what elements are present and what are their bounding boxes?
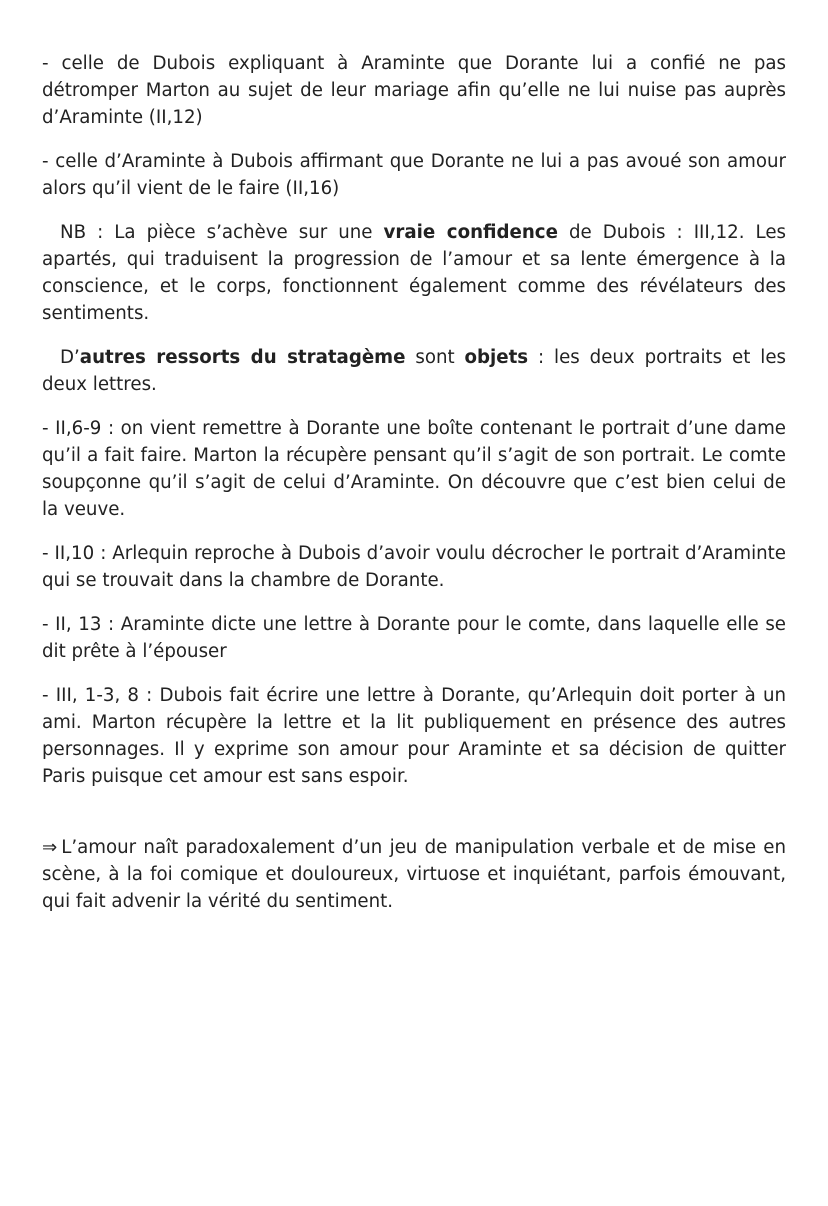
objects-text-middle: sont [405,347,465,368]
conclusion-text: L’amour naît paradoxalement d’un jeu de manipulation verbale et de mise en scène, à la foi comique et douloureux, virtuose et inquiétant, parfois émouvant, qui fait advenir la vérité du sentiment. [42,837,786,912]
paragraph-araminte-confidence: - celle d’Araminte à Dubois affirmant que Dorante ne lui a pas avoué son amour alors qu’il vient de le faire (II,16) [42,151,786,199]
document-page [42,50,786,932]
paragraph-dubois-confidence: - celle de Dubois expliquant à Araminte que Dorante lui a confié ne pas détromper Marton au sujet de leur mariage afin qu’elle ne lui nuise pas auprès d’Araminte (II,12) [42,53,786,128]
paragraph-arlequin-portrait: - II,10 : Arlequin reproche à Dubois d’avoir voulu décrocher le portrait d’Araminte qui se trouvait dans la chambre de Dorante. [42,543,786,591]
nb-text-start: NB : La pièce s’achève sur une [60,222,384,243]
objects-text-start: D’ [60,347,80,368]
paragraph-dubois-letter: - III, 1-3, 8 : Dubois fait écrire une lettre à Dorante, qu’Arlequin doit porter à un ami. Marton récupère la lettre et la lit publiquement en présence des autres personnages. Il y exprime son amour pour Araminte et sa décision de quitter Paris puisque cet amour est sans espoir. [42,685,786,787]
objects-bold-ressorts: autres ressorts du stratagème [79,347,406,368]
paragraph-araminte-letter: - II, 13 : Araminte dicte une lettre à Dorante pour le comte, dans laquelle elle se dit prête à l’épouser [42,614,786,662]
paragraph-nb-note [42,219,786,327]
paragraph-objects-intro [42,344,786,398]
nb-text-end: de Dubois : III,12. Les apartés, qui traduisent la progression de l’amour et sa lente émergence à la conscience, et le corps, fonctionnent également comme des révélateurs des sentiments. [42,222,787,324]
objects-bold-objets: objets [464,347,529,368]
right-double-arrow-icon: ⇒ [42,837,58,858]
paragraph-conclusion [42,834,786,915]
objects-text-end: : les deux portraits et les deux lettres. [42,347,786,395]
nb-bold-vraie-confidence: vraie confidence [383,222,558,243]
paragraph-portrait-box: - II,6-9 : on vient remettre à Dorante une boîte contenant le portrait d’une dame qu’il a fait faire. Marton la récupère pensant qu’il s’agit de son portrait. Le comte soupçonne qu’il s’agit de celui d’Araminte. On découvre que c’est bien celui de la veuve. [42,418,786,520]
